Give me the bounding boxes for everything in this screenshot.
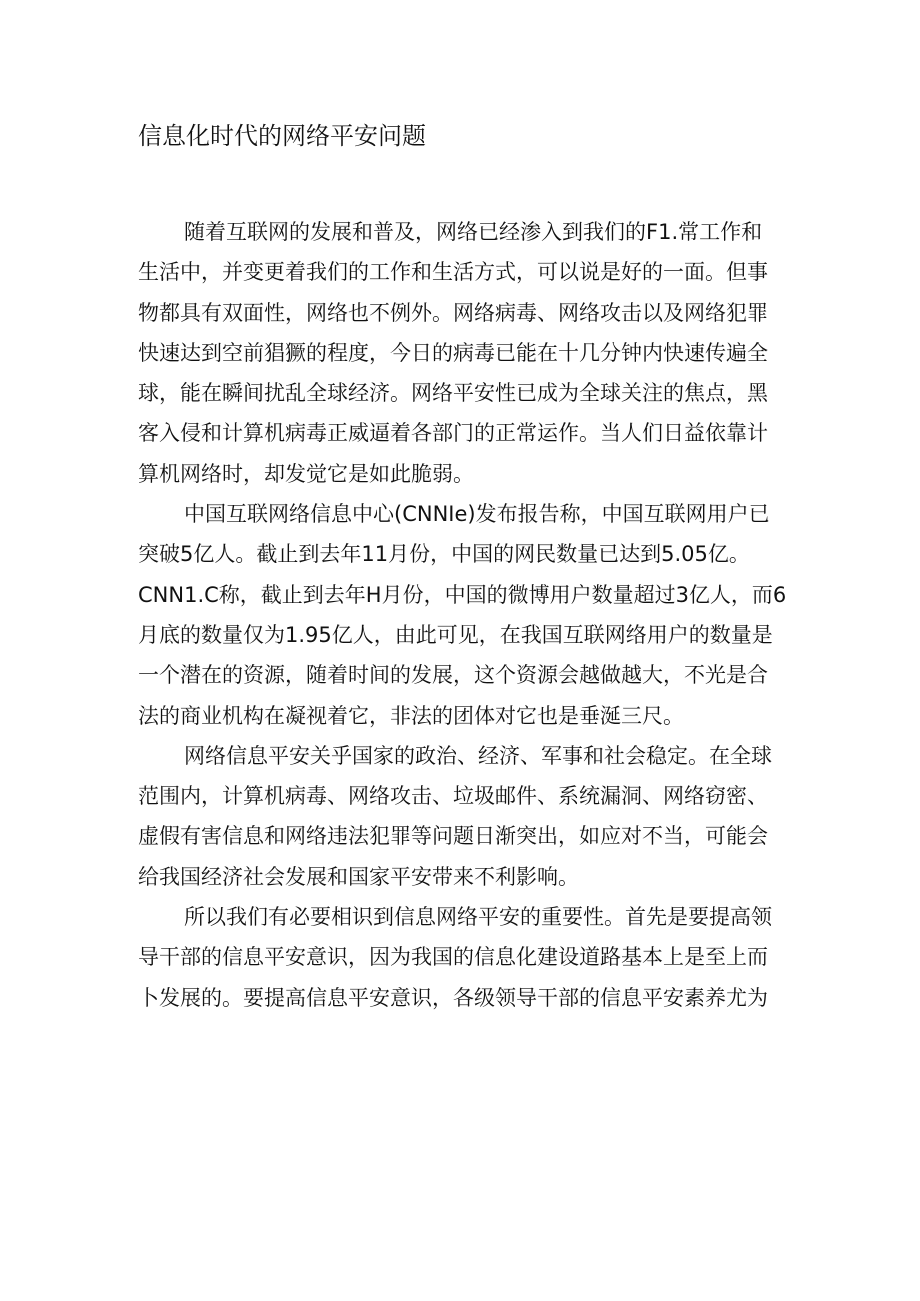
text-line: 随着互联网的发展和普及，网络已经渗入到我们的F1.常工作和 [184, 220, 763, 244]
text-line: 中国互联网络信息中心(CNNIe)发布报告称，中国互联网用户已 [184, 502, 770, 527]
text-line: 卜发展的。要提高信息平安意识，各级领导干部的信息平安素养尤为 [138, 985, 768, 1010]
document-title: 信息化时代的网络平安问题 [138, 122, 426, 150]
text-line: 球，能在瞬间扰乱全球经济。网络平安性已成为全球关注的焦点，黑 [138, 381, 768, 406]
text-line: 所以我们有必要相识到信息网络平安的重要性。首先是要提高领 [184, 905, 772, 930]
text-line: 虚假有害信息和网络违法犯罪等问题日渐突出，如应对不当，可能会 [138, 824, 768, 849]
text-line: 导干部的信息平安意识，因为我国的信息化建设道路基本上是至上而 [138, 945, 768, 970]
paragraph-2 [138, 494, 798, 736]
text-line: 突破5亿人。截止到去年11月份，中国的网民数量已达到5.05亿。 [138, 542, 750, 567]
text-line: 一个潜在的资源，随着时间的发展，这个资源会越做越大，不光是合 [138, 663, 768, 688]
text-line: 算机网络时，却发觉它是如此脆弱。 [138, 461, 474, 486]
text-line: 法的商业机构在凝视着它，非法的团体对它也是垂涎三尺。 [138, 703, 684, 728]
text-line: 月底的数量仅为1.95亿人，由此可见，在我国互联网络用户的数量是 [138, 622, 773, 647]
paragraph-3 [138, 736, 798, 897]
text-line: 给我国经济社会发展和国家平安带来不利影响。 [138, 864, 579, 889]
text-line: 生活中，并变更着我们的工作和生活方式，可以说是好的一面。但事 [138, 260, 768, 285]
paragraph-4 [138, 897, 798, 1018]
text-line: 范围内，计算机病毒、网络攻击、垃圾邮件、系统漏洞、网络窃密、 [138, 784, 768, 809]
text-line: 物都具有双面性，网络也不例外。网络病毒、网络攻击以及网络犯罪 [138, 300, 768, 325]
text-line: 网络信息平安关乎国家的政治、经济、军事和社会稳定。在全球 [184, 743, 772, 768]
text-line: CNN1.C称，截止到去年H月份，中国的微博用户数量超过3亿人，而6 [138, 582, 787, 607]
paragraph-1 [138, 212, 798, 494]
document-body [138, 212, 798, 1018]
text-line: 快速达到空前猖獗的程度，今日的病毒已能在十几分钟内快速传遍全 [138, 340, 768, 365]
text-line: 客入侵和计算机病毒正威逼着各部门的正常运作。当人们日益依靠计 [138, 421, 768, 446]
